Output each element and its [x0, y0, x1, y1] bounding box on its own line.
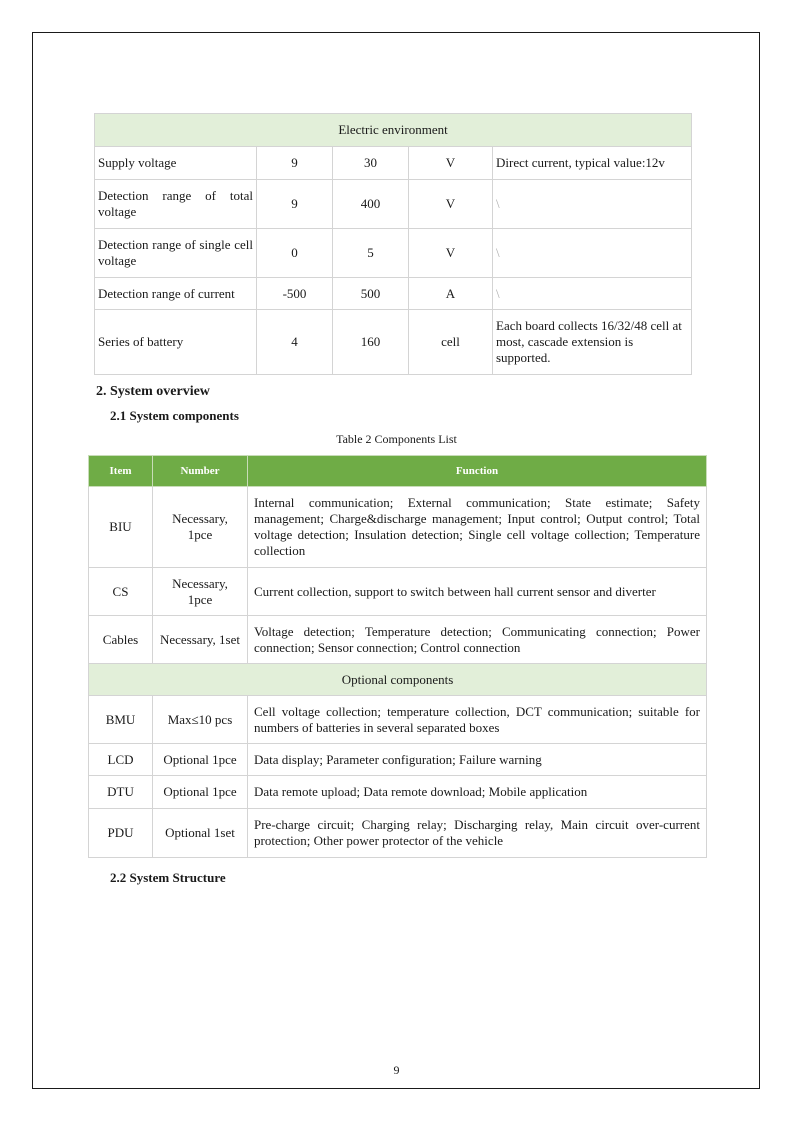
- table-row: [95, 278, 692, 310]
- section-heading-2-2: 2.2 System Structure: [110, 870, 226, 885]
- header-item: Item: [89, 456, 153, 487]
- function-cell: Pre-charge circuit; Charging relay; Discharging relay, Main circuit over-current protection; Other power protector of the vehicle: [248, 809, 707, 858]
- min-cell: -500: [257, 278, 333, 310]
- min-cell: 9: [257, 180, 333, 229]
- table-row: [95, 147, 692, 180]
- min-cell: 0: [257, 229, 333, 278]
- table-row: [89, 487, 707, 568]
- table-header-row: [89, 456, 707, 487]
- function-cell: Current collection, support to switch between hall current sensor and diverter: [248, 568, 707, 616]
- param-cell: Series of battery: [95, 310, 257, 375]
- max-cell: 160: [333, 310, 409, 375]
- number-cell: Max≤10 pcs: [153, 696, 248, 744]
- unit-cell: V: [409, 147, 493, 180]
- item-cell: LCD: [89, 744, 153, 776]
- number-cell: Necessary, 1set: [153, 616, 248, 664]
- section-heading-2: 2. System overview: [96, 384, 210, 399]
- number-cell: Necessary, 1pce: [153, 487, 248, 568]
- note-cell: \: [493, 229, 692, 278]
- table-row: [89, 809, 707, 858]
- number-cell: Optional 1set: [153, 809, 248, 858]
- header-number: Number: [153, 456, 248, 487]
- table-row: [95, 229, 692, 278]
- item-cell: BIU: [89, 487, 153, 568]
- function-cell: Internal communication; External communication; State estimate; Safety management; Charge&discharge management; Input control; Output control; Total voltage detection; Insulation detection; Single cell voltage collection; Temperature collection: [248, 487, 707, 568]
- note-cell: Direct current, typical value:12v: [493, 147, 692, 180]
- table-row: [89, 696, 707, 744]
- note-cell: Each board collects 16/32/48 cell at most, cascade extension is supported.: [493, 310, 692, 375]
- item-cell: CS: [89, 568, 153, 616]
- page-number: 9: [393, 1063, 400, 1077]
- electric-environment-header: Electric environment: [95, 114, 692, 147]
- max-cell: 30: [333, 147, 409, 180]
- unit-cell: V: [409, 229, 493, 278]
- components-table: [88, 455, 707, 858]
- item-cell: BMU: [89, 696, 153, 744]
- table-row: [95, 310, 692, 375]
- note-cell: \: [493, 278, 692, 310]
- item-cell: Cables: [89, 616, 153, 664]
- item-cell: PDU: [89, 809, 153, 858]
- max-cell: 400: [333, 180, 409, 229]
- section-heading-2-1: 2.1 System components: [110, 408, 239, 423]
- table-row: [89, 744, 707, 776]
- table-2-caption: Table 2 Components List: [336, 432, 457, 446]
- table-row: [95, 180, 692, 229]
- param-cell: Supply voltage: [95, 147, 257, 180]
- optional-components-header: Optional components: [89, 664, 707, 696]
- function-cell: Data remote upload; Data remote download; Mobile application: [248, 776, 707, 809]
- header-function: Function: [248, 456, 707, 487]
- table-row: [89, 568, 707, 616]
- max-cell: 500: [333, 278, 409, 310]
- function-cell: Voltage detection; Temperature detection; Communicating connection; Power connection; Sensor connection; Control connection: [248, 616, 707, 664]
- function-cell: Data display; Parameter configuration; Failure warning: [248, 744, 707, 776]
- table-row: [89, 776, 707, 809]
- number-cell: Optional 1pce: [153, 776, 248, 809]
- param-cell: Detection range of single cell voltage: [95, 229, 257, 278]
- min-cell: 4: [257, 310, 333, 375]
- number-cell: Necessary, 1pce: [153, 568, 248, 616]
- unit-cell: A: [409, 278, 493, 310]
- min-cell: 9: [257, 147, 333, 180]
- electric-environment-table: [94, 113, 692, 375]
- item-cell: DTU: [89, 776, 153, 809]
- max-cell: 5: [333, 229, 409, 278]
- param-cell: Detection range of total voltage: [95, 180, 257, 229]
- param-cell: Detection range of current: [95, 278, 257, 310]
- unit-cell: V: [409, 180, 493, 229]
- table-row: [89, 616, 707, 664]
- function-cell: Cell voltage collection; temperature collection, DCT communication; suitable for numbers of batteries in several separated boxes: [248, 696, 707, 744]
- number-cell: Optional 1pce: [153, 744, 248, 776]
- optional-header-row: [89, 664, 707, 696]
- table-header-row: [95, 114, 692, 147]
- note-cell: \: [493, 180, 692, 229]
- unit-cell: cell: [409, 310, 493, 375]
